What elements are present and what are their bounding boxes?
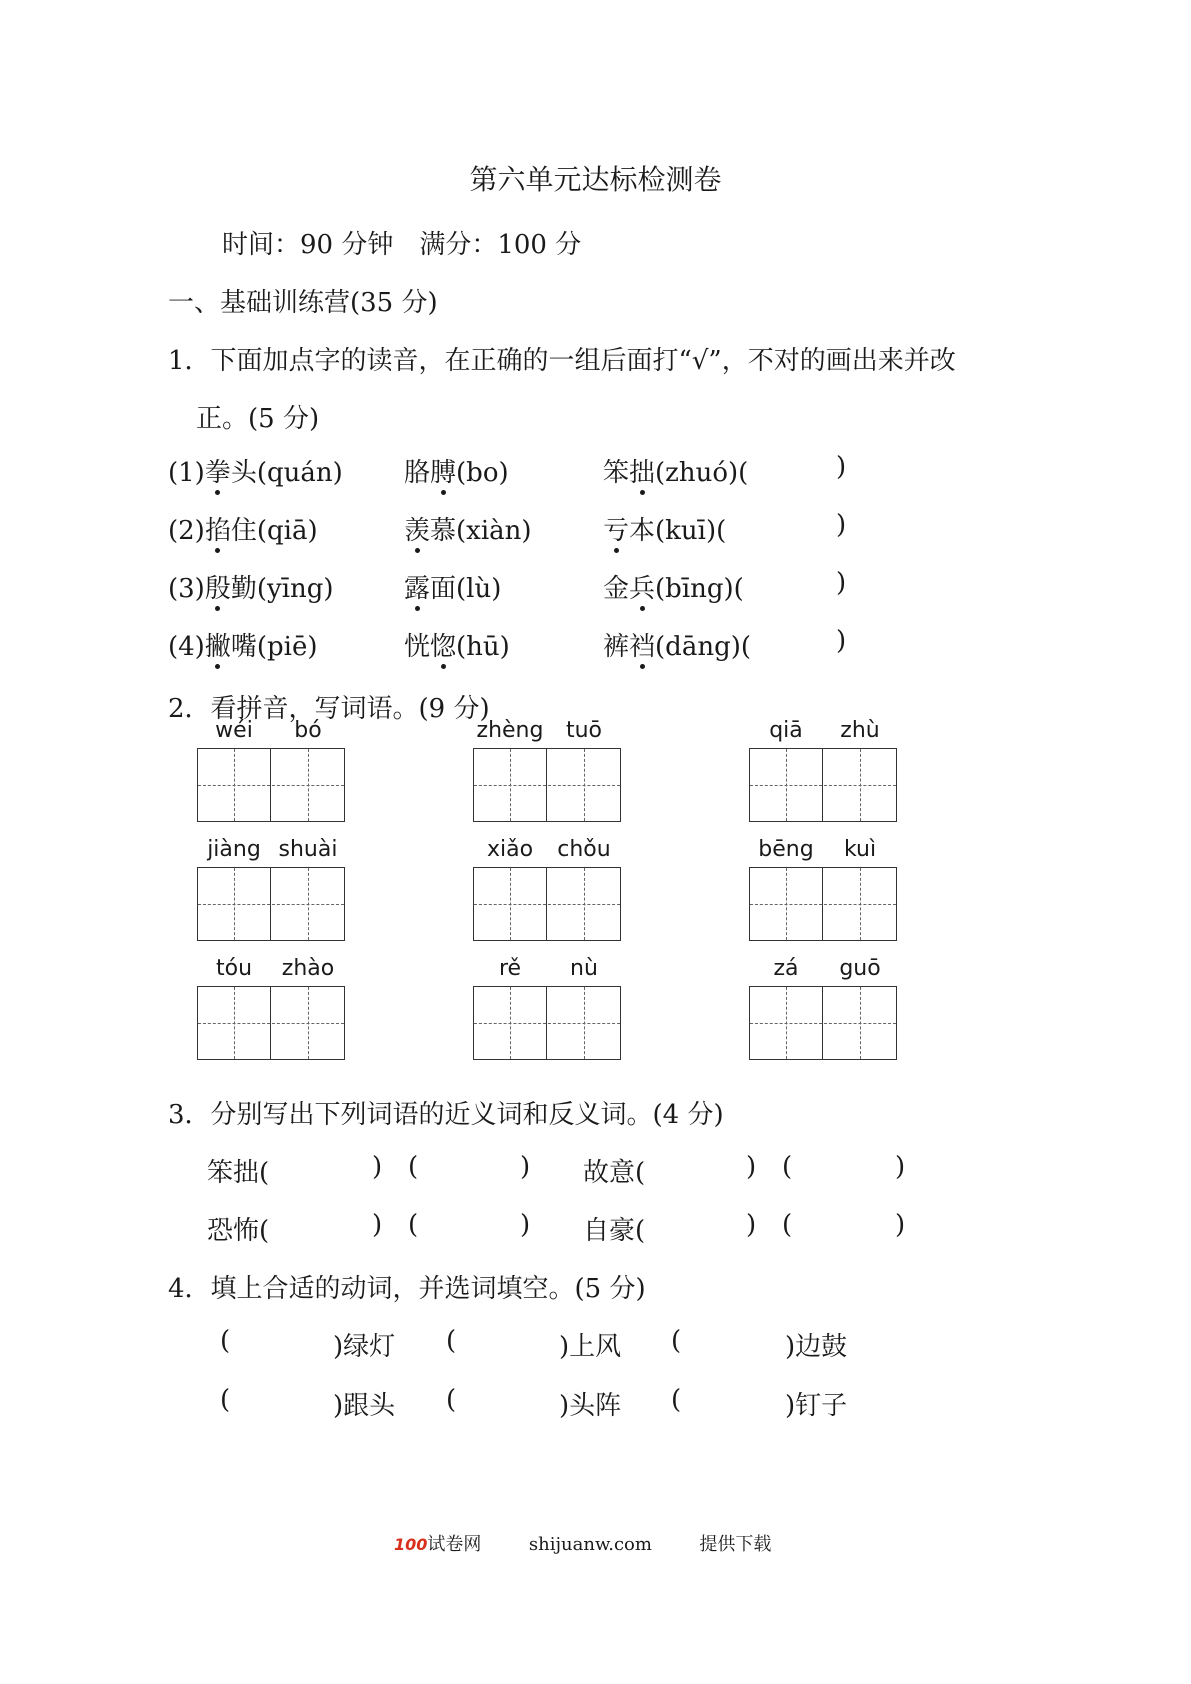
antonym-blank-open[interactable]: ( [408, 1210, 419, 1240]
question-4: 4．填上合适的动词，并选词填空。(5 分) [168, 1274, 646, 1304]
synonym-blank[interactable]: ) [746, 1152, 757, 1182]
grid-line [750, 904, 896, 905]
antonym-blank-close[interactable]: ) [520, 1152, 531, 1182]
pinyin-item-b: 露面(lù) [404, 568, 501, 605]
verb-blank-item: )绿灯 [333, 1332, 396, 1362]
writing-grid[interactable] [473, 986, 621, 1060]
pinyin-item-a: (4)撇嘴(piē) [168, 626, 318, 663]
writing-grid[interactable] [749, 748, 897, 822]
answer-bracket-close[interactable]: ) [836, 626, 847, 656]
grid-line [474, 1023, 620, 1024]
dotted-char: 亏 [603, 510, 629, 547]
writing-grid[interactable] [749, 867, 897, 941]
pinyin-item-a: (3)殷勤(yīng) [168, 568, 334, 605]
grid-line [474, 785, 620, 786]
writing-grid[interactable] [749, 986, 897, 1060]
pinyin-item-b: 胳膊(bo) [404, 452, 509, 489]
pinyin-label: wéi [215, 718, 253, 743]
pinyin-label: tuō [565, 718, 603, 743]
footer-note: 提供下载 [699, 1534, 772, 1555]
writing-grid[interactable] [197, 986, 345, 1060]
word-label: 故意( [583, 1158, 646, 1188]
grid-line [750, 785, 896, 786]
antonym-blank-open[interactable]: ( [782, 1152, 793, 1182]
pinyin-label: tóu [215, 956, 253, 981]
site-logo: 100 [394, 1535, 428, 1554]
word-label: 自豪( [583, 1216, 646, 1246]
pinyin-label: zá [773, 956, 799, 981]
writing-grid[interactable] [473, 748, 621, 822]
word-label: 恐怖( [207, 1216, 270, 1246]
dotted-char: 殷 [205, 568, 231, 605]
pinyin-label: bēng [758, 837, 814, 862]
pinyin-item-c: 裤裆(dāng)( [603, 626, 751, 663]
dotted-char: 拙 [629, 452, 655, 489]
footer [394, 1530, 771, 1556]
verb-blank-open[interactable]: ( [671, 1385, 682, 1415]
dotted-char: 羡 [404, 510, 430, 547]
verb-blank-item: )上风 [559, 1332, 622, 1362]
pinyin-label: bó [294, 718, 322, 743]
dotted-char: 膊 [430, 452, 456, 489]
pinyin-item-a: (2)掐住(qiā) [168, 510, 318, 547]
synonym-blank[interactable]: ) [372, 1210, 383, 1240]
grid-line [198, 785, 344, 786]
antonym-blank-open[interactable]: ( [408, 1152, 419, 1182]
verb-blank-open[interactable]: ( [446, 1326, 457, 1356]
dotted-char: 露 [404, 568, 430, 605]
antonym-blank-close[interactable]: ) [895, 1152, 906, 1182]
verb-blank-item: )跟头 [333, 1391, 396, 1421]
pinyin-label: guō [839, 956, 881, 981]
writing-grid[interactable] [473, 867, 621, 941]
pinyin-label: shuài [278, 837, 338, 862]
pinyin-label: qiā [769, 718, 803, 743]
answer-bracket-close[interactable]: ) [836, 510, 847, 540]
verb-blank-open[interactable]: ( [446, 1385, 457, 1415]
pinyin-item-c: 笨拙(zhuó)( [603, 452, 748, 489]
question-3: 3．分别写出下列词语的近义词和反义词。(4 分) [168, 1100, 724, 1130]
pinyin-item-c: 金兵(bīng)( [603, 568, 744, 605]
page-title: 第六单元达标检测卷 [469, 163, 722, 196]
grid-line [474, 904, 620, 905]
synonym-blank[interactable]: ) [746, 1210, 757, 1240]
section-heading: 一、基础训练营(35 分) [168, 288, 438, 318]
dotted-char: 兵 [629, 568, 655, 605]
dotted-char: 拳 [205, 452, 231, 489]
verb-blank-open[interactable]: ( [671, 1326, 682, 1356]
pinyin-item-c: 亏本(kuī)( [603, 510, 726, 547]
verb-blank-open[interactable]: ( [220, 1385, 231, 1415]
pinyin-item-b: 恍惚(hū) [404, 626, 510, 663]
verb-blank-item: )头阵 [559, 1391, 622, 1421]
dotted-char: 惚 [430, 626, 456, 663]
antonym-blank-close[interactable]: ) [895, 1210, 906, 1240]
pinyin-label: jiàng [207, 837, 261, 862]
writing-grid[interactable] [197, 748, 345, 822]
question-2: 2．看拼音，写词语。(9 分) [168, 694, 490, 724]
question-1-line2: 正。(5 分) [196, 404, 320, 434]
verb-blank-item: )钉子 [785, 1391, 848, 1421]
pinyin-label: xiǎo [486, 837, 534, 862]
question-1-line1: 1．下面加点字的读音，在正确的一组后面打“√”，不对的画出来并改 [168, 346, 956, 376]
pinyin-label: nù [570, 956, 598, 981]
pinyin-label: rě [498, 956, 522, 981]
antonym-blank-close[interactable]: ) [520, 1210, 531, 1240]
pinyin-label: zhèng [476, 718, 544, 743]
grid-line [750, 1023, 896, 1024]
pinyin-item-a: (1)拳头(quán) [168, 452, 343, 489]
answer-bracket-close[interactable]: ) [836, 568, 847, 598]
footer-url[interactable]: shijuanw.com [528, 1534, 652, 1555]
exam-meta: 时间：90 分钟 满分：100 分 [222, 230, 582, 260]
pinyin-label: zhào [281, 956, 335, 981]
verb-blank-open[interactable]: ( [220, 1326, 231, 1356]
dotted-char: 撇 [205, 626, 231, 663]
grid-line [198, 904, 344, 905]
pinyin-item-b: 羡慕(xiàn) [404, 510, 532, 547]
footer-site: 试卷网 [427, 1534, 482, 1555]
pinyin-label: chǒu [557, 837, 611, 862]
pinyin-label: zhù [840, 718, 880, 743]
verb-blank-item: )边鼓 [785, 1332, 848, 1362]
writing-grid[interactable] [197, 867, 345, 941]
antonym-blank-open[interactable]: ( [782, 1210, 793, 1240]
pinyin-label: kuì [843, 837, 877, 862]
synonym-blank[interactable]: ) [372, 1152, 383, 1182]
dotted-char: 裆 [629, 626, 655, 663]
answer-bracket-close[interactable]: ) [836, 452, 847, 482]
dotted-char: 掐 [205, 510, 231, 547]
grid-line [198, 1023, 344, 1024]
word-label: 笨拙( [207, 1158, 270, 1188]
